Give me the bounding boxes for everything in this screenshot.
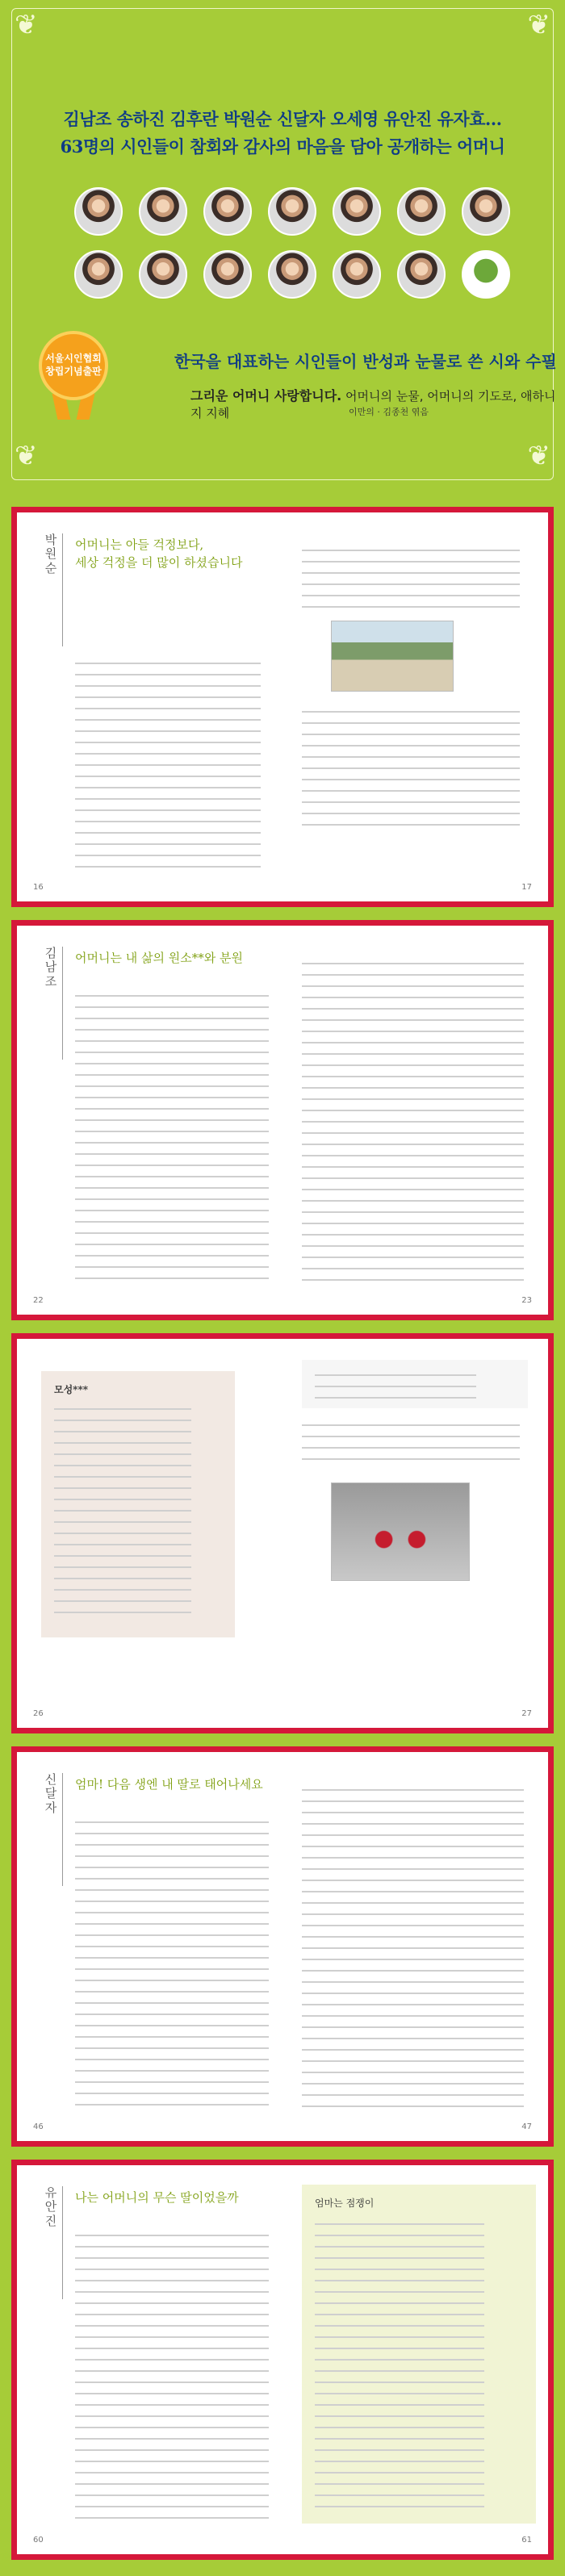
poet-photos-row-1	[74, 187, 510, 236]
quote-box	[302, 1360, 528, 1408]
body-text	[302, 545, 520, 609]
page-number: 16	[33, 883, 44, 892]
poet-photo	[203, 250, 252, 299]
author-name: 신달자	[44, 1772, 57, 1815]
poet-photo	[74, 187, 123, 236]
body-text	[302, 706, 520, 827]
body-text	[75, 2230, 269, 2520]
divider	[62, 1773, 63, 1886]
cover-headline-1: 김남조 송하진 김후란 박원순 신달자 오세영 유안진 유자효…	[63, 109, 502, 129]
book-title: 그리운 어머니 사랑합니다.	[190, 388, 342, 404]
page-number: 61	[521, 2536, 532, 2545]
author-name: 박원순	[44, 533, 57, 575]
author-name: 김남조	[44, 946, 57, 989]
tree-illustration	[462, 250, 510, 299]
landscape-photo	[331, 621, 454, 692]
author-name: 유안진	[44, 2185, 57, 2228]
page-spread	[11, 920, 554, 1320]
ornament-icon: ❦	[15, 440, 38, 472]
poem-text	[54, 1403, 191, 1621]
poet-photo	[397, 187, 446, 236]
body-text	[75, 1817, 269, 2107]
ornament-icon: ❦	[527, 9, 550, 41]
body-text	[75, 990, 269, 1289]
poet-photo	[397, 250, 446, 299]
divider	[62, 947, 63, 1060]
poet-photo	[268, 250, 316, 299]
poet-photo	[462, 187, 510, 236]
poet-photo	[139, 187, 187, 236]
page-number: 23	[521, 1296, 532, 1305]
poet-photo	[268, 187, 316, 236]
poem-box	[302, 2185, 536, 2524]
page-number: 22	[33, 1296, 44, 1305]
page-number: 60	[33, 2536, 44, 2545]
poet-photo	[139, 250, 187, 299]
ornament-icon: ❦	[15, 9, 38, 41]
poem-title: 모성***	[54, 1384, 89, 1395]
poet-photo	[333, 250, 381, 299]
body-text	[75, 658, 261, 876]
book-subtitle: 어머니의 눈물, 어머니의 기도로, 애하니지 지혜	[190, 389, 556, 420]
page-spread	[11, 507, 554, 907]
poet-photo	[74, 250, 123, 299]
page-number: 46	[33, 2122, 44, 2131]
ornament-icon: ❦	[527, 440, 550, 472]
poem-text	[315, 2218, 484, 2509]
page-spread	[11, 2160, 554, 2560]
body-text	[302, 1420, 520, 1465]
quote-text	[315, 1370, 476, 1402]
table-photo	[331, 1482, 470, 1581]
page-spread	[11, 1746, 554, 2147]
poet-photos-row-2	[74, 250, 510, 299]
page-number: 26	[33, 1709, 44, 1718]
page-number: 47	[521, 2122, 532, 2131]
essay-title: 나는 어머니의 무슨 딸이었을까	[75, 2190, 239, 2205]
essay-title: 어머니는 아들 걱정보다, 세상 걱정을 더 많이 하셨습니다	[75, 537, 243, 570]
cover-tagline: 한국을 대표하는 시인들이 반성과 눈물로 쓴 시와 수필	[174, 352, 557, 371]
body-text	[302, 1784, 524, 2107]
body-text	[302, 958, 524, 1289]
commemoration-badge: 서울시인협회 창립기념출판	[39, 331, 108, 400]
page-number: 27	[521, 1709, 532, 1718]
essay-title: 어머니는 내 삶의 원소**와 분원	[75, 951, 243, 965]
cover-headline-2: 63명의 시인들이 참회와 감사의 마음을 담아 공개하는 어머니	[60, 136, 505, 157]
poem-box	[41, 1371, 235, 1637]
page-number: 17	[521, 883, 532, 892]
divider	[62, 2186, 63, 2299]
poet-photo	[333, 187, 381, 236]
page-spread	[11, 1333, 554, 1733]
poem-title: 엄마는 점쟁이	[315, 2198, 375, 2209]
divider	[62, 533, 63, 646]
book-author: 이만의 · 김종천 엮음	[349, 407, 429, 417]
essay-title: 엄마! 다음 생엔 내 딸로 태어나세요	[75, 1777, 263, 1792]
poet-photo	[203, 187, 252, 236]
